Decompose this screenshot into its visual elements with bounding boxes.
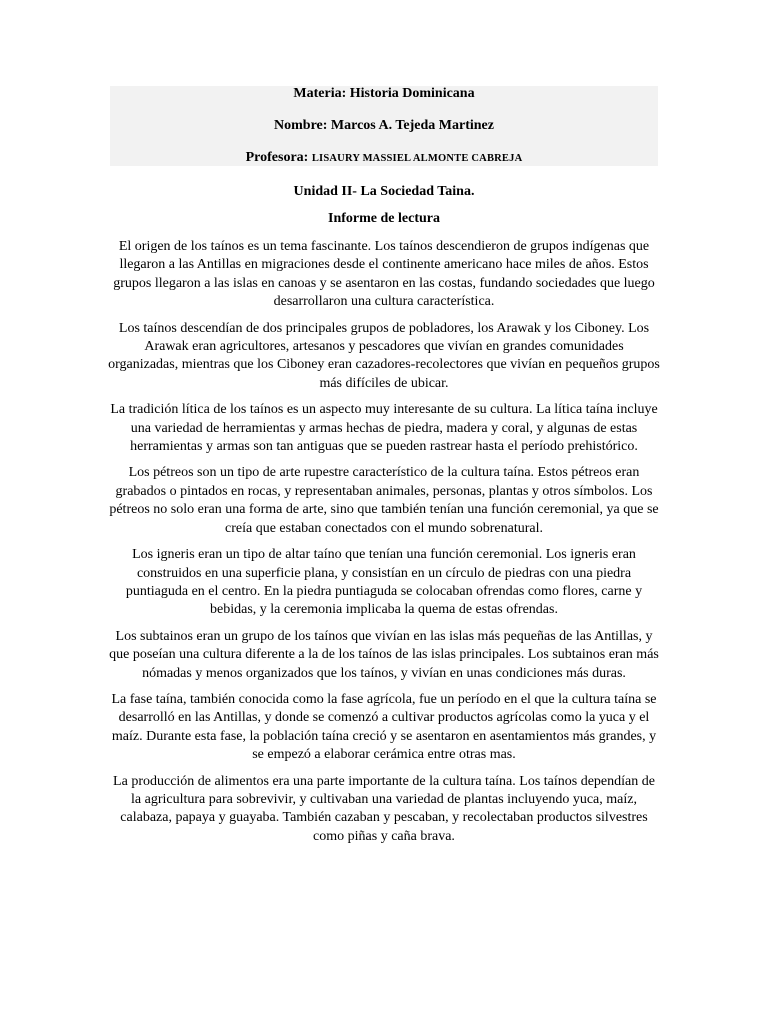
teacher-name: LISAURY MASSIEL ALMONTE CABREJA	[311, 153, 523, 164]
paragraph-origin: El origen de los taínos es un tema fascinante. Los taínos descendieron de grupos indígenas que llegaron a las Antillas en migraciones desde el continente americano hace miles de años. Estos grupos llegaron a las islas en canoas y se asentaron en las costas, fundando sociedades que luego desarrollaron una cultura característica.	[113, 239, 655, 310]
student-name-line: Nombre: Marcos A. Tejeda Martinez	[274, 118, 494, 133]
paragraph-ancestors: Los taínos descendían de dos principales grupos de pobladores, los Arawak y los Ciboney. Los Arawak eran agricultores, artesanos y pescadores que vivían en grandes comunidades organizadas, mientras que los Ciboney eran cazadores-recolectores que vivían en pequeños grupos más difíciles de ubicar.	[108, 320, 660, 391]
paragraph-lithic: La tradición lítica de los taínos es un aspecto muy interesante de su cultura. La lítica taína incluye una variedad de herramientas y armas hechas de piedra, madera y coral, y algunas de estas herramientas y armas son tan antiguas que se pueden rastrear hasta el período prehistórico.	[110, 402, 658, 455]
report-subtitle: Informe de lectura	[328, 211, 440, 226]
subject-line: Materia: Historia Dominicana	[293, 86, 475, 101]
teacher-line	[110, 150, 658, 167]
paragraph-petroglyphs: Los pétreos son un tipo de arte rupestre característico de la cultura taína. Estos pétreos eran grabados o pintados en rocas, y representaban animales, personas, plantas y otros símbolos. Los pétreos no solo eran una forma de arte, sino que también tenían una función ceremonial, ya que se creía que estaban conectados con el mundo sobrenatural.	[109, 465, 659, 536]
unit-title: Unidad II- La Sociedad Taina.	[293, 184, 475, 199]
paragraph-taino-phase: La fase taína, también conocida como la fase agrícola, fue un período en el que la cultura taína se desarrolló en las Antillas, y donde se comenzó a cultivar productos agrícolas como la yuca y el maíz. Durante esta fase, la población taína creció y se asentaron en asentamientos más grandes, y se empezó a elaborar cerámica entre otras mas.	[111, 691, 657, 763]
report-body	[108, 238, 660, 854]
paragraph-food-production: La producción de alimentos era una parte importante de la cultura taína. Los taínos dependían de la agricultura para sobrevivir, y cultivaban una variedad de plantas incluyendo yuca, maíz, calabaza, papaya y guayaba. También cazaban y pescaban, y recolectaban productos silvestres como piñas y caña brava.	[113, 773, 655, 844]
paragraph-igneris: Los igneris eran un tipo de altar taíno que tenían una función ceremonial. Los igneris eran construidos en una superficie plana, y consistían en un círculo de piedras con una piedra puntiaguda en el centro. En la piedra puntiaguda se colocaban ofrendas como flores, carne y bebidas, y la ceremonia implicaba la quema de estas ofrendas.	[125, 547, 643, 618]
teacher-label: Profesora:	[245, 150, 309, 165]
paragraph-subtainos: Los subtainos eran un grupo de los taínos que vivían en las islas más pequeñas de las Antillas, y que poseían una cultura diferente a la de los taínos de las islas principales. Los subtainos eran más nómadas y menos organizados que los taínos, y vivían en unas condiciones más duras.	[109, 628, 659, 681]
